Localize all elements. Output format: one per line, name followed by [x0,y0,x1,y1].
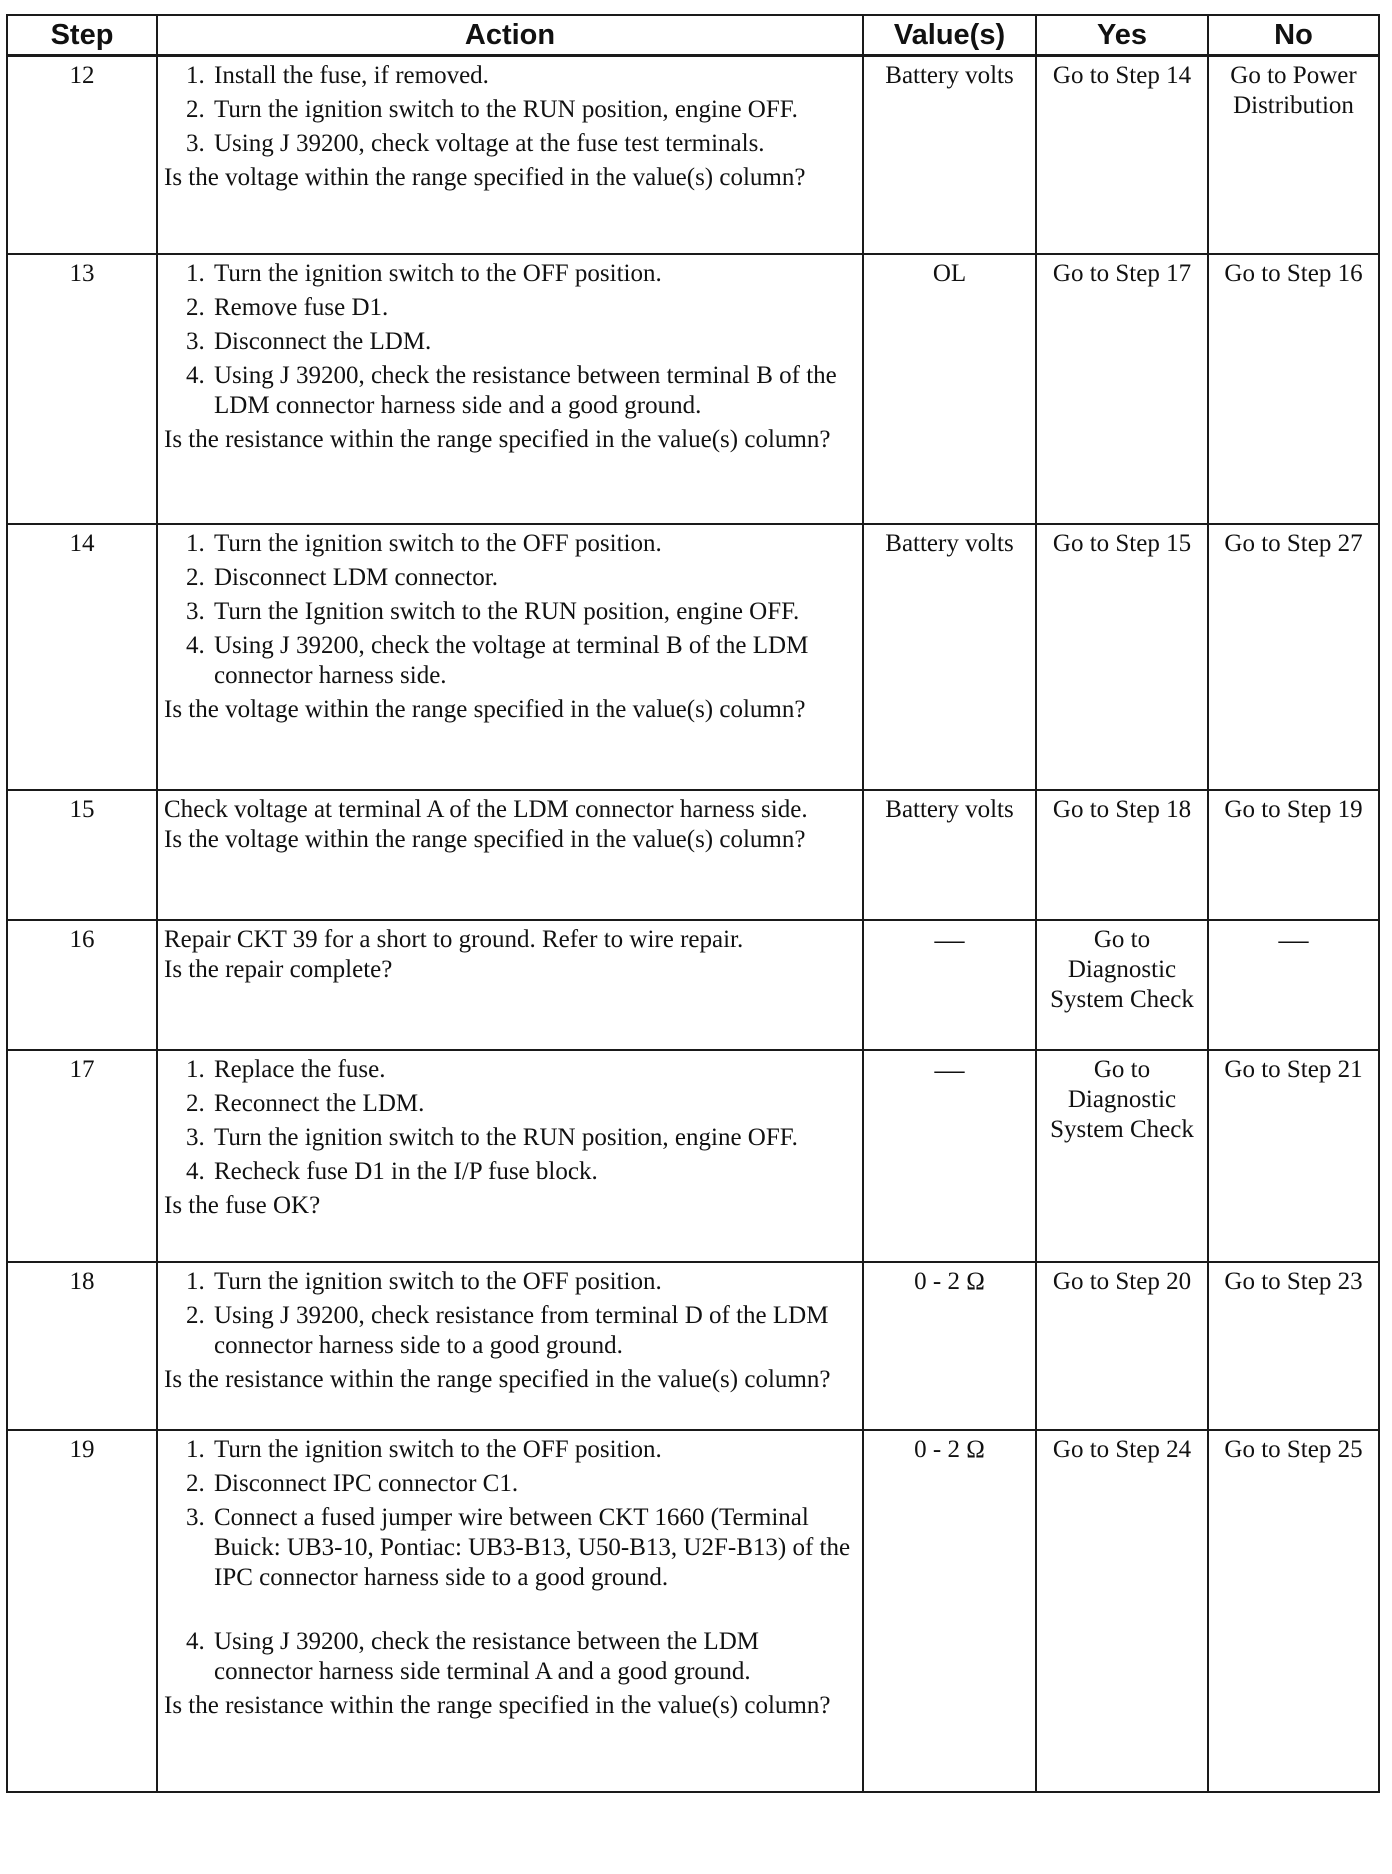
no-cell: Go to Step 16 [1208,254,1379,524]
no-cell: Go to Step 27 [1208,524,1379,790]
step-number: 16 [7,920,157,1050]
action-item [164,1123,856,1153]
action-list [164,1267,856,1361]
table-row [7,1050,1379,1262]
action-item [164,529,856,559]
action-item [164,361,856,421]
action-cell [157,254,863,524]
action-item [164,1055,856,1085]
action-list [164,259,856,421]
action-text: Remove fuse D1. [214,293,389,321]
header-yes: Yes [1036,15,1208,56]
action-text: Disconnect IPC connector C1. [214,1469,519,1497]
header-step: Step [7,15,157,56]
value-dash: — [934,1052,965,1086]
action-text: Using J 39200, check the resistance between the LDM connector harness side terminal A and a good ground. [214,1627,759,1685]
action-list [164,1055,856,1187]
action-question: Is the voltage within the range specified in the value(s) column? [164,164,806,191]
action-text: Recheck fuse D1 in the I/P fuse block. [214,1157,598,1185]
action-item [164,1627,856,1687]
action-number: 1. [186,1055,205,1083]
action-cell [157,524,863,790]
yes-cell: Go to Step 20 [1036,1262,1208,1430]
action-item [164,61,856,91]
action-list [164,1435,856,1687]
yes-cell: Go to Step 17 [1036,254,1208,524]
action-text: Check voltage at terminal A of the LDM connector harness side. [164,795,808,823]
action-item [164,1089,856,1119]
action-number: 1. [186,1267,205,1295]
action-number: 2. [186,1469,205,1497]
action-question: Is the resistance within the range specified in the value(s) column? [164,1365,831,1393]
table-row [7,1262,1379,1430]
action-number: 1. [186,1435,205,1463]
action-item [164,327,856,357]
value-cell: Battery volts [863,524,1036,790]
action-text: Turn the ignition switch to the RUN position, engine OFF. [214,1123,798,1151]
value-cell: 0 - 2 Ω [863,1430,1036,1792]
action-number: 3. [186,327,205,355]
step-number: 17 [7,1050,157,1262]
action-cell [157,1430,863,1792]
no-dash: — [1278,922,1309,956]
action-item [164,293,856,323]
action-item [164,1301,856,1361]
value-cell [863,1050,1036,1262]
yes-cell: Go to Step 24 [1036,1430,1208,1792]
table-row [7,56,1379,254]
action-question: Is the resistance within the range specified in the value(s) column? [164,1691,831,1719]
value-cell: Battery volts [863,56,1036,254]
table-row [7,790,1379,920]
action-item [164,95,856,125]
action-question: Is the resistance within the range specified in the value(s) column? [164,425,831,453]
no-cell: Go to Step 23 [1208,1262,1379,1430]
header-row [7,15,1379,56]
table-row [7,1430,1379,1792]
action-item [164,597,856,627]
action-text: Install the fuse, if removed. [214,62,489,89]
action-item [164,1267,856,1297]
table-row [7,524,1379,790]
value-cell: 0 - 2 Ω [863,1262,1036,1430]
no-cell: Go to Step 19 [1208,790,1379,920]
table-row [7,920,1379,1050]
value-cell [863,920,1036,1050]
action-number: 3. [186,130,205,157]
action-item [164,563,856,593]
action-list [164,529,856,691]
action-number: 4. [186,361,205,389]
action-number: 3. [186,597,205,625]
action-text: Reconnect the LDM. [214,1089,425,1117]
action-text: Turn the Ignition switch to the RUN position, engine OFF. [214,597,800,625]
no-cell [1208,920,1379,1050]
action-number: 2. [186,563,205,591]
action-question: Is the voltage within the range specified in the value(s) column? [164,695,806,723]
action-cell [157,1050,863,1262]
action-item [164,259,856,289]
header-no: No [1208,15,1379,56]
value-cell: Battery volts [863,790,1036,920]
diagnostic-table [6,14,1380,1793]
step-number: 14 [7,524,157,790]
no-cell: Go to Step 25 [1208,1430,1379,1792]
action-number: 3. [186,1503,205,1531]
action-number: 4. [186,1627,205,1655]
action-text: Turn the ignition switch to the RUN position, engine OFF. [214,96,798,123]
action-number: 2. [186,1301,205,1329]
header-action: Action [157,15,863,56]
action-text: Connect a fused jumper wire between CKT 1660 (Terminal Buick: UB3-10, Pontiac: UB3-B13, U50-B13, U2F-B13) of the IPC connector harness side to a good ground. [214,1503,851,1591]
action-cell [157,1262,863,1430]
action-number: 1. [186,529,205,557]
step-number: 18 [7,1262,157,1430]
action-number: 1. [186,62,205,89]
action-item [164,631,856,691]
no-cell: Go to Step 21 [1208,1050,1379,1262]
action-text: Using J 39200, check resistance from terminal D of the LDM connector harness side to a good ground. [214,1301,829,1359]
value-cell: OL [863,254,1036,524]
action-number: 1. [186,259,205,287]
step-number: 12 [7,56,157,254]
diagnostic-table-page [6,14,1378,1793]
action-text: Repair CKT 39 for a short to ground. Refer to wire repair. [164,925,744,953]
action-item [164,129,856,159]
table-header [7,15,1379,56]
action-cell [157,790,863,920]
action-text: Using J 39200, check voltage at the fuse test terminals. [214,130,765,157]
yes-cell: Go to Step 15 [1036,524,1208,790]
action-item [164,1435,856,1465]
action-text: Disconnect LDM connector. [214,563,498,591]
step-number: 19 [7,1430,157,1792]
table-body [7,56,1379,1792]
action-text: Disconnect the LDM. [214,327,432,355]
action-text: Turn the ignition switch to the OFF position. [214,529,662,557]
action-item [164,1503,856,1593]
value-dash: — [934,922,965,956]
action-cell [157,920,863,1050]
step-number: 15 [7,790,157,920]
action-cell [157,56,863,254]
step-number: 13 [7,254,157,524]
action-number: 3. [186,1123,205,1151]
action-number: 4. [186,631,205,659]
action-question: Is the voltage within the range specified in the value(s) column? [164,825,806,853]
action-number: 2. [186,293,205,321]
action-number: 2. [186,96,205,123]
yes-cell: Go to Step 14 [1036,56,1208,254]
action-text: Using J 39200, check the voltage at terminal B of the LDM connector harness side. [214,631,809,689]
action-question: Is the repair complete? [164,955,393,983]
yes-cell: Go to Diagnostic System Check [1036,920,1208,1050]
action-number: 2. [186,1089,205,1117]
action-text: Turn the ignition switch to the OFF position. [214,1435,662,1463]
action-number: 4. [186,1157,205,1185]
action-text: Using J 39200, check the resistance between terminal B of the LDM connector harness side and a good ground. [214,361,837,419]
action-list [164,61,856,159]
yes-cell: Go to Diagnostic System Check [1036,1050,1208,1262]
yes-cell: Go to Step 18 [1036,790,1208,920]
header-values: Value(s) [863,15,1036,56]
action-text: Turn the ignition switch to the OFF position. [214,1267,662,1295]
table-row [7,254,1379,524]
action-text: Turn the ignition switch to the OFF position. [214,259,662,287]
action-question: Is the fuse OK? [164,1191,321,1219]
no-cell: Go to Power Distribution [1208,56,1379,254]
action-text: Replace the fuse. [214,1055,386,1083]
action-item [164,1469,856,1499]
action-item [164,1157,856,1187]
